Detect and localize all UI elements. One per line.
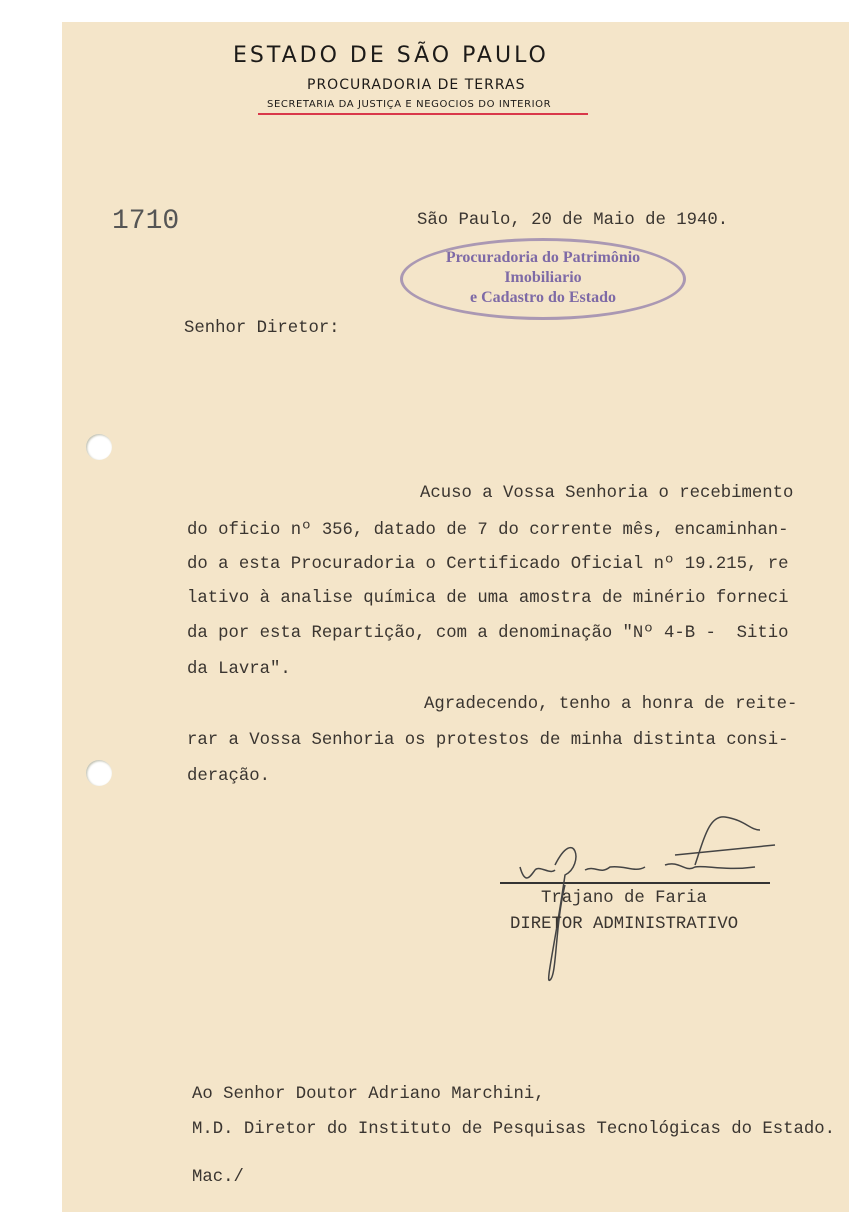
date-line: São Paulo, 20 de Maio de 1940. bbox=[417, 211, 729, 230]
addressee-line: M.D. Diretor do Instituto de Pesquisas Tecnológicas do Estado. bbox=[192, 1120, 835, 1139]
body-line: deração. bbox=[187, 767, 270, 786]
official-stamp bbox=[400, 238, 686, 320]
body-line: da Lavra". bbox=[187, 660, 291, 679]
body-line: Acuso a Vossa Senhoria o recebimento bbox=[420, 484, 794, 503]
reference-number: 1710 bbox=[112, 206, 180, 237]
addressee-line: Ao Senhor Doutor Adriano Marchini, bbox=[192, 1085, 545, 1104]
letterhead-department: SECRETARIA DA JUSTIÇA E NEGOCIOS DO INTERIOR bbox=[267, 99, 552, 110]
letter-paper bbox=[62, 22, 849, 1212]
stamp-line-2: Imobiliario bbox=[504, 269, 582, 286]
body-line: lativo à analise química de uma amostra de minério forneci bbox=[187, 589, 789, 608]
signatory-title: DIRETOR ADMINISTRATIVO bbox=[510, 915, 739, 934]
letterhead-subtitle: PROCURADORIA DE TERRAS bbox=[307, 77, 526, 93]
letterhead-title: ESTADO DE SÃO PAULO bbox=[233, 43, 549, 68]
stamp-line-3: e Cadastro do Estado bbox=[470, 289, 616, 306]
red-rule bbox=[258, 113, 588, 115]
body-line: Agradecendo, tenho a honra de reite- bbox=[424, 695, 798, 714]
punch-hole bbox=[86, 434, 112, 460]
body-line: da por esta Repartição, com a denominação "Nº 4-B - Sitio bbox=[187, 624, 789, 643]
stamp-line-1: Procuradoria do Patrimônio bbox=[445, 249, 641, 266]
body-line: do a esta Procuradoria o Certificado Oficial nº 19.215, re bbox=[187, 555, 789, 574]
body-line: do oficio nº 356, datado de 7 do corrente mês, encaminhan- bbox=[187, 521, 789, 540]
body-line: rar a Vossa Senhoria os protestos de minha distinta consi- bbox=[187, 731, 789, 750]
signatory-name: Trajano de Faria bbox=[541, 889, 707, 908]
salutation: Senhor Diretor: bbox=[184, 319, 340, 338]
punch-hole bbox=[86, 760, 112, 786]
typist-initials: Mac./ bbox=[192, 1168, 244, 1187]
